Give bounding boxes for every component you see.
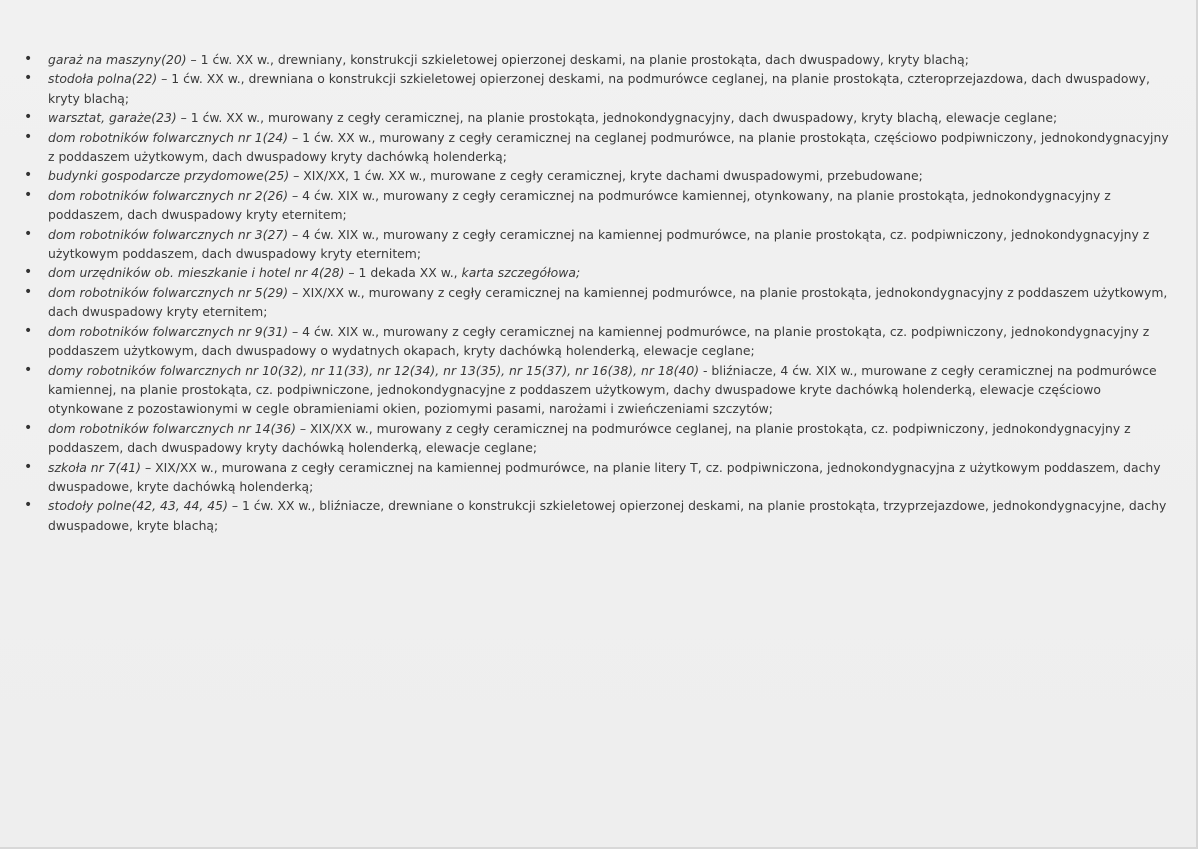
entry-description: – 1 ćw. XX w., bliźniacze, drewniane o konstrukcji szkieletowej opierzonej deskami, na planie prostokąta, trzyprzejazdowe, jednokondygnacyjne, dachy dwuspadowe, kryte blachą; (48, 498, 1167, 533)
entry-description: – 4 ćw. XIX w., murowany z cegły ceramicznej na kamiennej podmurówce, na planie prostokąta, cz. podpiwniczony, jednokondygnacyjny z użytkowym poddaszem, dach dwuspadowy kryty eternitem; (48, 226, 1150, 262)
list-item (24, 458, 1174, 497)
bullet-icon: • (24, 283, 33, 300)
bullet-icon: • (24, 70, 33, 87)
bullet-icon: • (24, 167, 33, 184)
entry-name: dom robotników folwarcznych nr 5(29) (48, 284, 289, 300)
list-item (24, 419, 1174, 458)
entry-name: dom robotników folwarcznych nr 3(27) (48, 226, 289, 242)
entry-description: – 1 ćw. XX w., drewniany, konstrukcji szkieletowej opierzonej deskami, na planie prostokąta, dach dwuspadowy, kryty blachą; (186, 52, 969, 67)
entry-name: stodoły polne(42, 43, 44, 45) (48, 498, 228, 514)
entry-name: garaż na maszyny(20) (48, 52, 187, 67)
list-item (24, 361, 1174, 419)
list-item (24, 166, 1174, 185)
bullet-icon: • (24, 109, 33, 126)
list-item (24, 283, 1174, 322)
entry-name: szkoła nr 7(41) (48, 459, 142, 475)
list-item (24, 225, 1174, 264)
bullet-icon: • (24, 458, 33, 475)
entry-description: – 4 ćw. XIX w., murowany z cegły ceramicznej na podmurówce kamiennej, otynkowany, na planie prostokąta, jednokondygnacyjny z poddaszem, dach dwuspadowy kryty eternitem; (48, 187, 1111, 223)
bullet-icon: • (24, 497, 33, 514)
bullet-icon: • (24, 322, 33, 339)
list-item (24, 322, 1174, 361)
entry-description: – XIX/XX w., murowana z cegły ceramicznej na kamiennej podmurówce, na planie litery T, cz. podpiwniczona, jednokondygnacyjna z użytkowym poddaszem, dachy dwuspadowe, kryte dachówką holenderką; (48, 459, 1161, 494)
entry-name: budynki gospodarcze przydomowe(25) (48, 168, 290, 184)
entry-name: domy robotników folwarcznych nr 10(32), nr 11(33), nr 12(34), nr 13(35), nr 15(37), nr 16(38), nr 18(40) (48, 362, 700, 378)
bullet-icon: • (24, 51, 33, 67)
entry-name: dom robotników folwarcznych nr 14(36) (48, 420, 296, 436)
entry-description: – XIX/XX w., murowany z cegły ceramicznej na podmurówce ceglanej, na planie prostokąta, cz. podpiwniczony, jednokondygnacyjny z poddaszem, dach dwuspadowy kryty dachówką holenderką, elewacje ceglane; (48, 420, 1131, 456)
entry-description: – 1 ćw. XX w., drewniana o konstrukcji szkieletowej opierzonej deskami, na podmurówce ceglanej, na planie prostokąta, czteroprzejazdowa, dach dwuspadowy, kryty blachą; (48, 71, 1150, 106)
bullet-icon: • (24, 128, 33, 145)
entry-name: stodoła polna(22) (48, 71, 158, 87)
list-item (24, 186, 1174, 225)
bullet-icon: • (24, 361, 33, 378)
list-item (24, 69, 1174, 108)
bullet-icon: • (24, 264, 33, 281)
entry-name: warsztat, garaże(23) (48, 110, 177, 126)
entry-description: – 4 ćw. XIX w., murowany z cegły ceramicznej na kamiennej podmurówce, na planie prostokąta, cz. podpiwniczony, jednokondygnacyjny z poddaszem użytkowym, dach dwuspadowy o wydatnych okapach, kryty dachówką holenderką, elewacje ceglane; (48, 323, 1150, 359)
list-item (24, 128, 1174, 167)
entry-name: dom robotników folwarcznych nr 2(26) (48, 187, 289, 203)
list-item (24, 263, 1174, 282)
entry-description: – 1 ćw. XX w., murowany z cegły ceramicznej, na planie prostokąta, jednokondygnacyjny, dach dwuspadowy, kryty blachą, elewacje ceglane; (176, 110, 1058, 126)
list-item (24, 496, 1174, 535)
bullet-icon: • (24, 225, 33, 242)
bullet-icon: • (24, 419, 33, 436)
entry-description: – XIX/XX w., murowany z cegły ceramicznej na kamiennej podmurówce, na planie prostokąta, jednokondygnacyjny z poddaszem użytkowym, dach dwuspadowy kryty eternitem; (48, 284, 1168, 320)
bullet-icon: • (24, 186, 33, 203)
entry-description: – 1 dekada XX w., (344, 265, 462, 281)
entry-description: – 1 ćw. XX w., murowany z cegły ceramicznej na ceglanej podmurówce, na planie prostokąta, częściowo podpiwniczony, jednokondygnacyjny z poddaszem użytkowym, dach dwuspadowy kryty dachówką holenderką; (48, 129, 1169, 165)
list-item (24, 108, 1174, 127)
building-list (24, 50, 1174, 535)
entry-reference: karta szczegółowa; (461, 265, 581, 281)
entry-name: dom robotników folwarcznych nr 1(24) (48, 129, 289, 145)
list-item (24, 50, 1174, 69)
entry-name: dom urzędników ob. mieszkanie i hotel nr 4(28) (48, 265, 345, 281)
entry-description: – XIX/XX, 1 ćw. XX w., murowane z cegły ceramicznej, kryte dachami dwuspadowymi, przebudowane; (289, 168, 923, 184)
entry-description: - bliźniacze, 4 ćw. XIX w., murowane z cegły ceramicznej na podmurówce kamiennej, na planie prostokąta, cz. podpiwniczone, jednokondygnacyjne z poddaszem użytkowym, dachy dwuspadowe kryte dachówką holenderką, elewacje częściowo otynkowane z pozostawionymi w cegle obramieniami okien, poziomymi pasami, narożami i zwieńczeniami szczytów; (48, 362, 1157, 417)
entry-name: dom robotników folwarcznych nr 9(31) (48, 323, 289, 339)
